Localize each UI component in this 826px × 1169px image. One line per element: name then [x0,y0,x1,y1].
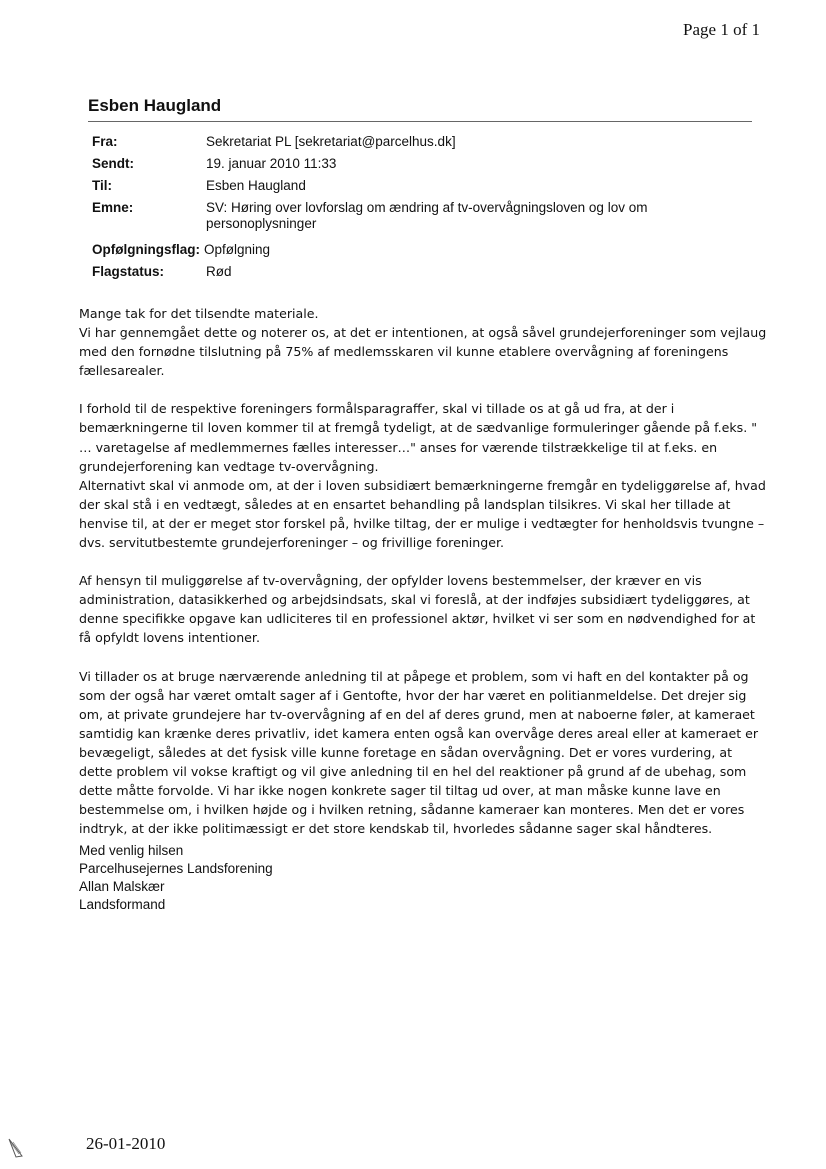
scanner-corner-mark-icon [6,1138,26,1160]
header-value: Rød [206,264,232,279]
header-label: Til: [92,178,112,193]
signature-line: Med venlig hilsen [79,843,184,858]
header-label: Fra: [92,134,118,149]
body-paragraph: I forhold til de respektive foreningers formålsparagraffer, skal vi tillade os at gå ud fra, at der i bemærkningerne til loven kommer til at fremgå tydeligt, at de sædvanlige formuleringer gående på f.eks. " … varetagelse af medlemmernes fælles interesser…" anses for værende tilstrækkelige til at f.eks. en grundejerforening kan vedtage tv-overvågning. Alternativt skal vi anmode om, at der i loven subsidiært bemærkningerne fremgår en tydeliggørelse af, hvad der skal stå i en vedtægt, således at en ensartet behandling på landsplan tilsikres. Vi skal her tillade at henvise til, at der er meget stor forskel på, hvilke tiltag, der er mulige i vedtægter for henholdsvis tvungne – dvs. servitutbestemte grundejerforeninger – og frivillige foreninger. [79,401,766,551]
signature-block [79,842,273,914]
header-value: Esben Haugland [206,178,306,193]
header-row-from [92,134,752,150]
email-body [79,304,769,857]
header-row-followup-flag [92,242,752,258]
header-label: Flagstatus: [92,264,165,279]
footer-date: 26-01-2010 [86,1134,166,1153]
signature-line: Parcelhusejernes Landsforening [79,861,273,876]
header-divider [88,121,752,122]
header-value: 19. januar 2010 11:33 [206,156,337,171]
header-value: SV: Høring over lovforslag om ændring af tv-overvågningsloven og lov om personoplysninger [206,200,648,231]
header-row-subject [92,200,752,232]
sender-name: Esben Haugland [88,96,222,115]
header-label: Sendt: [92,156,134,171]
header-row-flag-status [92,264,752,280]
header-label: Opfølgningsflag: [92,242,200,257]
body-paragraph: Mange tak for det tilsendte materiale. Vi har gennemgået dette og noterer os, at det er intentionen, at også såvel grundejerforeninger som vejlaug med den fornødne tilslutning på 75% af medlemsskaren vil kunne etablere overvågning af foreningens fællesarealer. [79,306,767,379]
signature-line: Landsformand [79,897,166,912]
header-value: Sekretariat PL [sekretariat@parcelhus.dk] [206,134,456,149]
header-value: Opfølgning [203,242,271,257]
header-row-to [92,178,752,194]
header-row-sent [92,156,752,172]
page-number: Page 1 of 1 [683,20,760,39]
email-header-block [92,134,752,286]
body-paragraph: Vi tillader os at bruge nærværende anledning til at påpege et problem, som vi haft en del kontakter på og som der også har været omtalt sager af i Gentofte, hvor der har været en politianmeldelse. Det drejer sig om, at private grundejere har tv-overvågning af en del af deres grund, men at naboerne føler, at kameraet samtidig kan krænke deres privatliv, idet kamera enten også kan overvåge deres areal eller at kameraet er bevægeligt, således at det fysisk ville kunne foretage en sådan overvågning. Det er vores vurdering, at dette problem vil vokse kraftigt og vil give anledning til en hel del reaktioner på grund af de ubehag, som dette måtte forvolde. Vi har ikke nogen konkrete sager til tiltag ud over, at man måske kunne lave en bestemmelse om, i hvilken højde og i hvilken retning, sådanne kameraer kan monteres. Men det er vores indtryk, at der ikke politimæssigt er det store kendskab til, hvorledes sådanne sager skal håndteres. [79,668,759,837]
signature-line: Allan Malskær [79,879,165,894]
header-label: Emne: [92,200,134,215]
body-paragraph: Af hensyn til muliggørelse af tv-overvågning, der opfylder lovens bestemmelser, der kræver en vis administration, datasikkerhed og arbejdsindsats, skal vi foreslå, at der indføjes subsidiært tydeliggøres, at denne specifikke opgave kan udliciteres til en professionel aktør, hvilket vi ser som en nødvendighed for at få opfyldt lovens intentioner. [79,573,756,646]
